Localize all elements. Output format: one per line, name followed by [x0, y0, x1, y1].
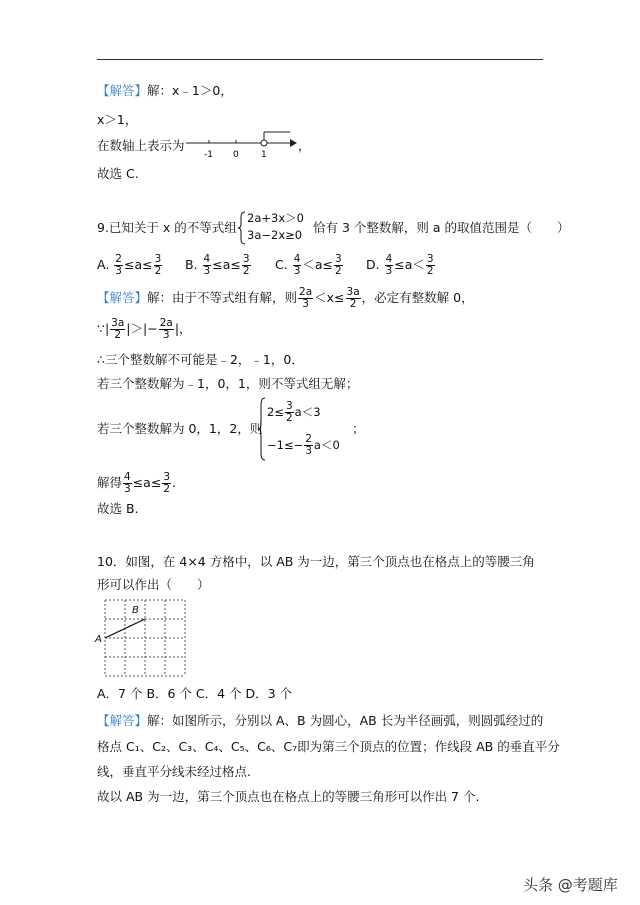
question-stem: 恰有 3 个整数解，则 a 的取值范围是（ ） [313, 220, 570, 235]
question-stem: 10．如图，在 4×4 方格中，以 AB 为一边，第三个顶点也在格点上的等腰三角 [97, 554, 535, 569]
solution-line: 在数轴上表示为 [97, 138, 185, 153]
header-rule [97, 59, 543, 60]
watermark: 头条 @考题库 [523, 876, 618, 894]
system-row: −1≤− $\frac{2}{3}$ a＜0 [267, 433, 340, 457]
solution-tag: 【解答】 [97, 83, 148, 98]
number-line [186, 126, 298, 160]
solution-line: x＞1， [97, 112, 138, 127]
solution-line: 解得 $\frac{4}{3}$ ≤a≤ $\frac{3}{2}$ . [97, 471, 176, 495]
punctuation: ； [352, 421, 365, 436]
grid-figure [94, 598, 194, 680]
solution-line: 【解答】解：x﹣1＞0， [97, 83, 233, 98]
solution-line: 故选 C. [97, 166, 139, 181]
option-b: B. $\frac{4}{3}$ ≤a≤ $\frac{3}{2}$ [185, 253, 250, 277]
question-stem: 9.已知关于 x 的不等式组 [97, 220, 237, 235]
solution-line: 若三个整数解为 0，1，2，则 [97, 421, 263, 436]
brace-icon [238, 211, 246, 245]
tick-label: 0 [233, 150, 239, 160]
question-stem: 形可以作出（ ） [97, 577, 210, 592]
solution-tag: 【解答】 [97, 290, 148, 305]
tick-label: 1 [261, 150, 267, 160]
point-label-a: A [95, 634, 102, 645]
option-c: C. $\frac{4}{3}$ ＜a≤ $\frac{3}{2}$ [275, 253, 342, 277]
solution-line: 故选 B. [97, 501, 139, 516]
solution-line: 若三个整数解为﹣1，0，1，则不等式组无解； [97, 376, 359, 391]
solution-line: 格点 C₁、C₂、C₃、C₄、C₅、C₆、C₇即为第三个顶点的位置；作线段 AB 的垂直平分 [97, 739, 560, 754]
option-a: A. $\frac{2}{3}$ ≤a≤ $\frac{3}{2}$ [97, 253, 162, 277]
system-row: 2≤ $\frac{3}{2}$ a＜3 [267, 400, 321, 424]
option-d: D. $\frac{4}{3}$ ≤a＜ $\frac{3}{2}$ [366, 253, 434, 277]
system-row: 2a+3x＞0 [247, 211, 304, 225]
answer-options: A．7 个 B．6 个 C．4 个 D．3 个 [97, 686, 293, 701]
solution-line: 【解答】解：如图所示，分别以 A、B 为圆心，AB 长为半径画弧，则圆弧经过的 [97, 713, 544, 728]
point-label-b: B [132, 605, 139, 616]
solution-line: 故以 AB 为一边，第三个顶点也在格点上的等腰三角形可以作出 7 个. [97, 789, 480, 804]
solution-line: ∴三个整数解不可能是﹣2，﹣1，0． [97, 352, 304, 367]
brace-icon [258, 397, 266, 461]
tick-label: -1 [204, 150, 213, 160]
solution-tag: 【解答】 [97, 713, 148, 728]
system-row: 3a−2x≥0 [247, 228, 303, 242]
solution-line: ∵| $\frac{3a}{2}$ |＞|− $\frac{2a}{3}$ |， [97, 317, 192, 341]
solution-line: 【解答】解：由于不等式组有解，则 $\frac{2a}{3}$ ＜x≤ $\frac{3a}{2}$ ，必定有整数解 0， [97, 286, 474, 310]
punctuation: ， [298, 138, 311, 153]
solution-line: 线，垂直平分线未经过格点. [97, 764, 251, 779]
